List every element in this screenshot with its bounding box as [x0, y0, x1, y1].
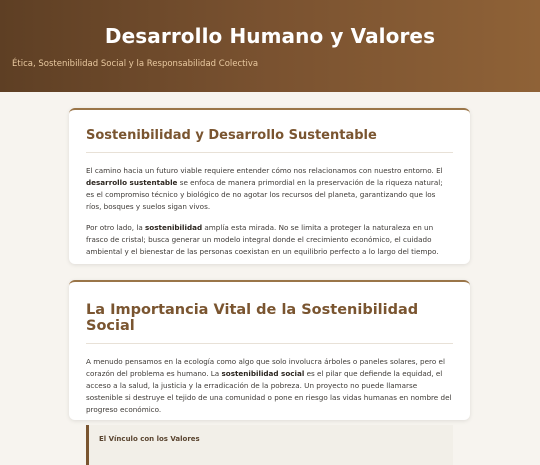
paragraph-emphasis: sostenibilidad: [145, 223, 203, 232]
paragraph-text: es el pilar que defiende la equidad, el acceso a la salud, la justicia y la erradicación de la pobreza. Un proyecto no puede llamarse sostenible si destruye el tejido de una comunidad o pone en riesgo las vidas humanas en nombre del progreso económico.: [86, 369, 452, 414]
section-title: La Importancia Vital de la Sostenibilidad Social: [86, 300, 453, 344]
page-subtitle: Ética, Sostenibilidad Social y la Responsabilidad Colectiva: [12, 59, 259, 69]
paragraph-emphasis: sostenibilidad social: [221, 369, 305, 378]
section-card-social-sustainability: [69, 280, 470, 443]
paragraph-emphasis: desarrollo sustentable: [86, 178, 178, 187]
paragraph-text: se enfoca de manera primordial en la preservación de la riqueza natural; es el compromiso técnico y biológico de no agotar los recursos del planeta, garantizando que los ríos, bosques y suelos sigan vivos.: [86, 178, 443, 211]
paragraph-text: amplía esta mirada. No se limita a proteger la naturaleza en un frasco de cristal; busca generar un modelo integral donde el crecimiento económico, el cuidado ambiental y el bienestar de las personas coexistan en un equilibrio perfecto a lo largo del tiempo.: [86, 223, 439, 256]
page-header: [0, 0, 540, 92]
paragraph-text: El camino hacia un futuro viable requiere entender cómo nos relacionamos con nuestro entorno. El: [86, 166, 443, 175]
highlight-box: [86, 425, 453, 465]
page-title: Desarrollo Humano y Valores: [104, 24, 436, 48]
section-card-sustainability: [69, 108, 470, 264]
section-title: Sostenibilidad y Desarrollo Sustentable: [86, 128, 453, 153]
paragraph: [86, 356, 453, 416]
paragraph-text: A menudo pensamos en la ecología como algo que solo involucra árboles o paneles solares, pero el corazón del problema es humano. La: [86, 357, 445, 378]
highlight-title: El Vínculo con los Valores: [99, 435, 200, 443]
paragraph: [86, 165, 453, 213]
paragraph-text: Por otro lado, la: [86, 223, 146, 232]
paragraph: [86, 222, 453, 258]
